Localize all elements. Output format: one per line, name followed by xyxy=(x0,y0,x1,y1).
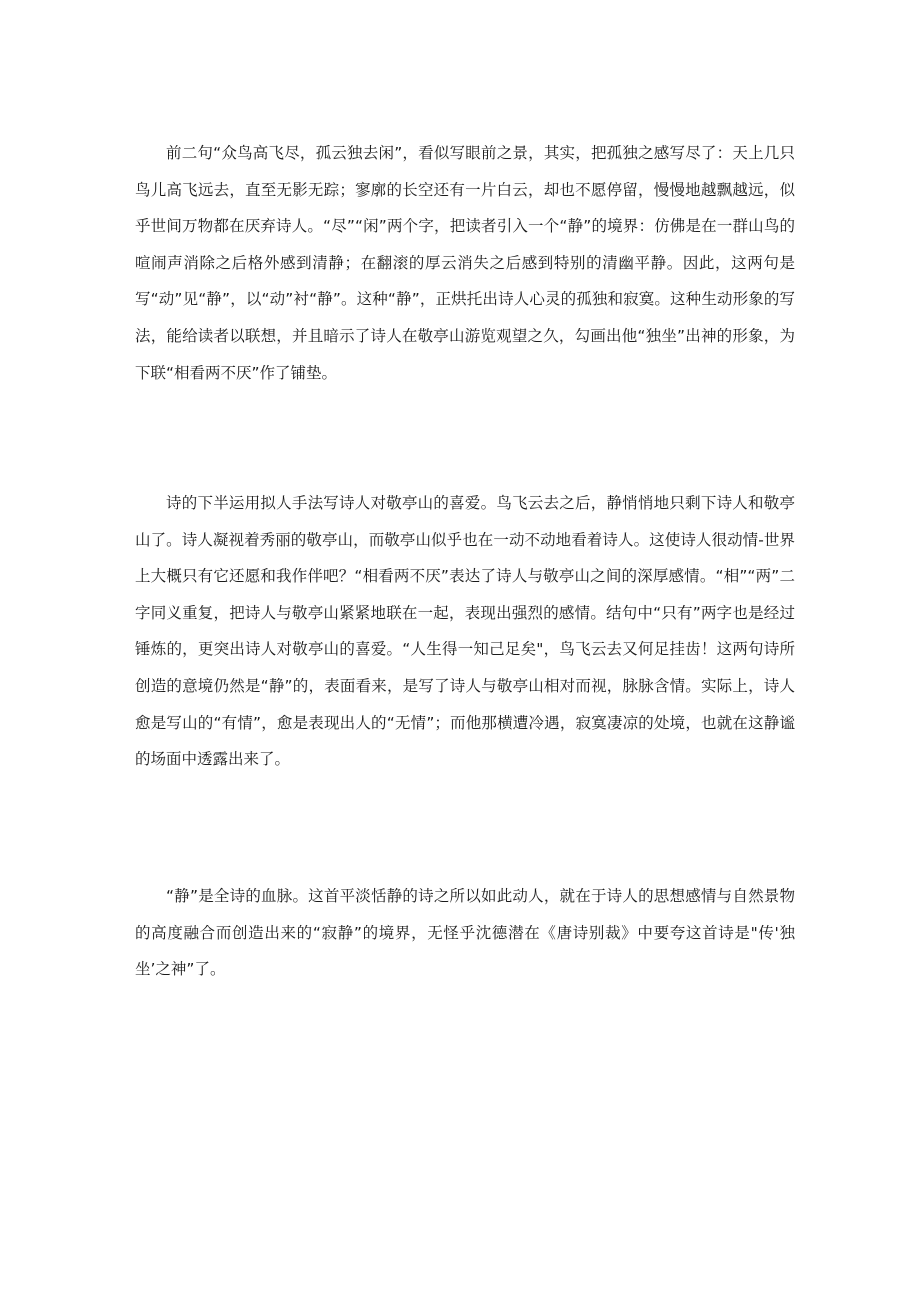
paragraph-1: 前二句“众鸟高飞尽，孤云独去闲”，看似写眼前之景，其实，把孤独之感写尽了：天上几只鸟儿高飞远去，直至无影无踪；寥廓的长空还有一片白云，却也不愿停留，慢慢地越飘越远，似乎世间万物都在厌弃诗人。“尽”“闲”两个字，把读者引入一个“静”的境界：仿佛是在一群山鸟的喧闹声消除之后格外感到清静；在翻滚的厚云消失之后感到特别的清幽平静。因此，这两句是写“动”见“静”，以“动”衬“静”。这种“静”，正烘托出诗人心灵的孤独和寂寞。这种生动形象的写法，能给读者以联想，并且暗示了诗人在敬亭山游览观望之久，勾画出他“独坐”出神的形象，为下联“相看两不厌”作了铺垫。 xyxy=(135,144,795,382)
paragraph-2: 诗的下半运用拟人手法写诗人对敬亭山的喜爱。鸟飞云去之后，静悄悄地只剩下诗人和敬亭山了。诗人凝视着秀丽的敬亭山，而敬亭山似乎也在一动不动地看着诗人。这使诗人很动情-世界上大概只有它还愿和我作伴吧？“相看两不厌”表达了诗人与敬亭山之间的深厚感情。“相”“两”二字同义重复，把诗人与敬亭山紧紧地联在一起，表现出强烈的感情。结句中“只有”两字也是经过锤炼的，更突出诗人对敬亭山的喜爱。“人生得一知己足矣"，鸟飞云去又何足挂齿！这两句诗所创造的意境仍然是“静”的，表面看来，是写了诗人与敬亭山相对而视，脉脉含情。实际上，诗人愈是写山的“有情”，愈是表现出人的“无情”；而他那横遭冷遇，寂寞凄凉的处境，也就在这静谧的场面中透露出来了。 xyxy=(135,494,795,769)
paragraph-3: “静”是全诗的血脉。这首平淡恬静的诗之所以如此动人，就在于诗人的思想感情与自然景物的高度融合而创造出来的“寂静”的境界，无怪乎沈德潜在《唐诗别裁》中要夸这首诗是"传'独坐’之神”了。 xyxy=(135,887,795,979)
